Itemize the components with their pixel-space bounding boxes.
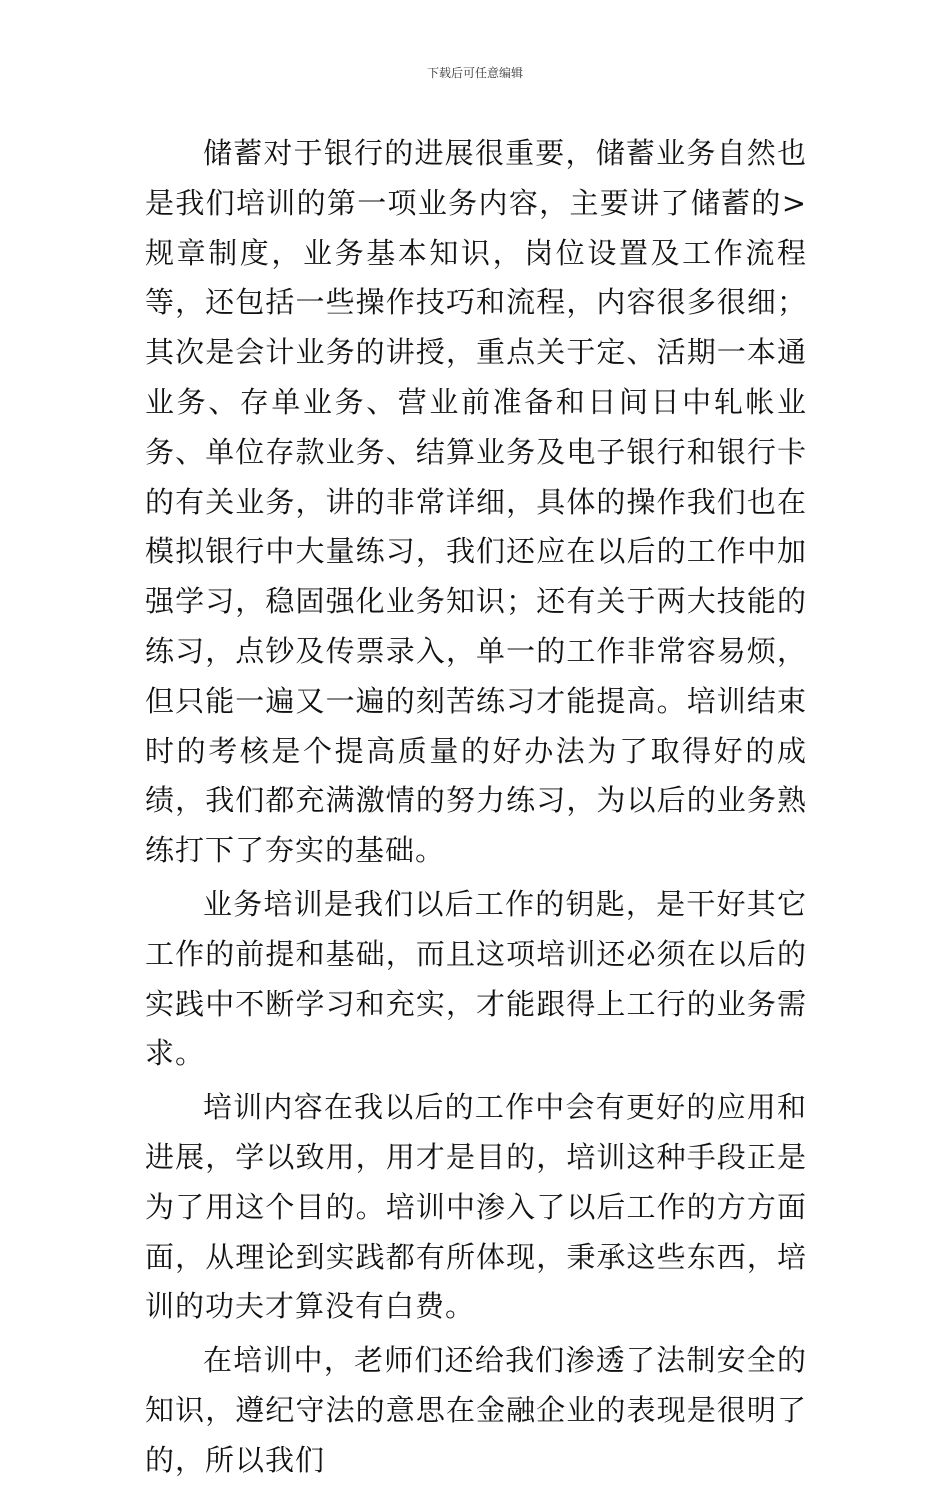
page-header: 下载后可任意编辑 xyxy=(426,66,523,80)
paragraph-2: 业务培训是我们以后工作的钥匙，是干好其它工作的前提和基础，而且这项培训还必须在以后的实践中不断学习和充实，才能跟得上工行的业务需求。 xyxy=(145,886,807,1071)
paragraph-4: 在培训中，老师们还给我们渗透了法制安全的知识，遵纪守法的意思在金融企业的表现是很明了的，所以我们 xyxy=(145,1343,807,1477)
document-body xyxy=(145,129,807,1490)
paragraph-3: 培训内容在我以后的工作中会有更好的应用和进展，学以致用，用才是目的，培训这种手段正是为了用这个目的。培训中渗入了以后工作的方方面面，从理论到实践都有所体现，秉承这些东西，培训的功夫才算没有白费。 xyxy=(145,1090,807,1324)
paragraph-1: 储蓄对于银行的进展很重要，储蓄业务自然也是我们培训的第一项业务内容，主要讲了储蓄的>规章制度，业务基本知识，岗位设置及工作流程等，还包括一些操作技巧和流程，内容很多很细；其次是会计业务的讲授，重点关于定、活期一本通业务、存单业务、营业前准备和日间日中轧帐业务、单位存款业务、结算业务及电子银行和银行卡的有关业务，讲的非常详细，具体的操作我们也在模拟银行中大量练习，我们还应在以后的工作中加强学习，稳固强化业务知识；还有关于两大技能的练习，点钞及传票录入，单一的工作非常容易烦，但只能一遍又一遍的刻苦练习才能提高。培训结束时的考核是个提高质量的好办法为了取得好的成绩，我们都充满激情的努力练习，为以后的业务熟练打下了夯实的基础。 xyxy=(145,136,807,868)
